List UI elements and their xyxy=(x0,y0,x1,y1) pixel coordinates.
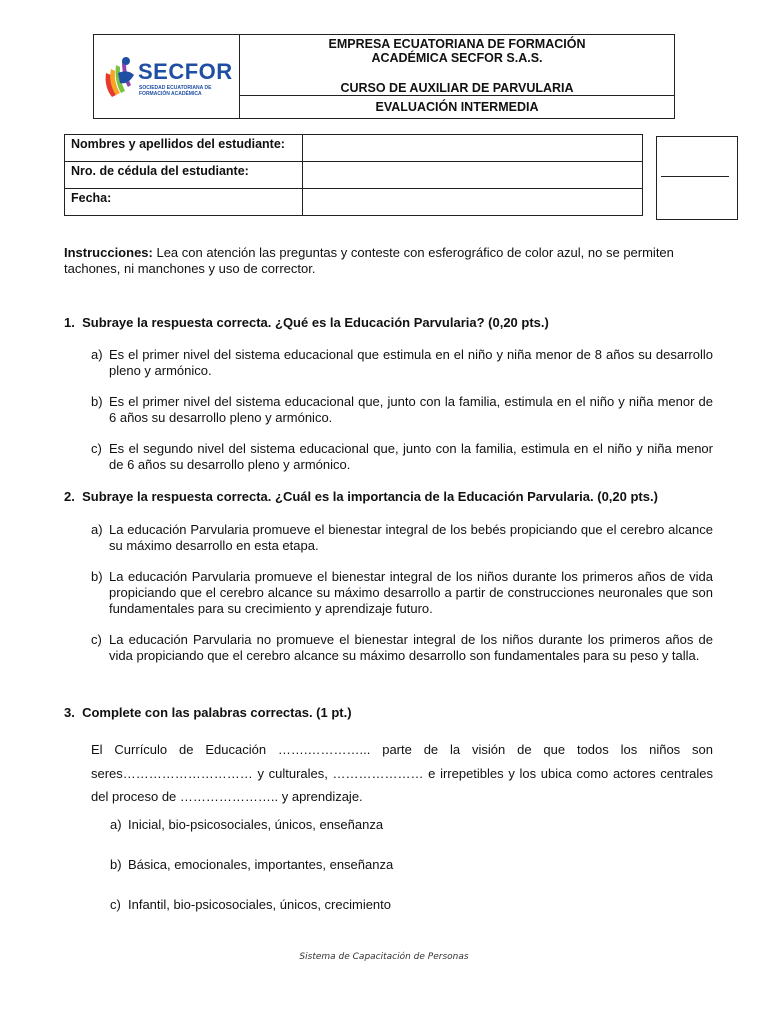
question-3-number: 3. xyxy=(64,705,75,720)
option-text: Infantil, bio-psicosociales, únicos, crecimiento xyxy=(128,897,392,912)
option-letter: b) xyxy=(91,394,103,409)
secfor-logo-icon xyxy=(102,55,138,101)
question-3-text: Complete con las palabras correctas. (1 pt.) xyxy=(82,705,352,720)
instructions-label: Instrucciones: xyxy=(64,245,153,260)
date-field[interactable] xyxy=(303,189,643,216)
question-3 xyxy=(64,705,724,721)
student-name-label: Nombres y apellidos del estudiante: xyxy=(65,135,303,162)
course-title: CURSO DE AUXILIAR DE PARVULARIA xyxy=(340,81,574,95)
option-text: Es el segundo nivel del sistema educacional que, junto con la familia, estimula en el niño y niña menor de 6 años su desarrollo pleno y armónico. xyxy=(109,441,713,472)
q2-option-a[interactable] xyxy=(91,522,713,554)
q3-option-b[interactable] xyxy=(110,857,710,873)
question-2-number: 2. xyxy=(64,489,75,504)
grade-box[interactable] xyxy=(656,136,738,220)
evaluation-title: EVALUACIÓN INTERMEDIA xyxy=(375,100,539,114)
option-letter: c) xyxy=(110,897,121,912)
logo-cell xyxy=(94,35,240,118)
option-text: Es el primer nivel del sistema educacional que estimula en el niño y niña menor de 8 años su desarrollo pleno y armónico. xyxy=(109,347,713,378)
option-letter: c) xyxy=(91,441,102,456)
q2-option-b[interactable] xyxy=(91,569,713,617)
option-letter: c) xyxy=(91,632,102,647)
fill-in-paragraph: El Currículo de Educación …….…………... parte de la visión de que todos los niños son seres………………………… y culturales, ………………… e irrepetibles y los ubica como actores centrales del proceso de ………………….. y aprendizaje. xyxy=(91,742,713,804)
question-1-number: 1. xyxy=(64,315,75,330)
question-1-text: Subraye la respuesta correcta. ¿Qué es la Educación Parvularia? (0,20 pts.) xyxy=(82,315,549,330)
instructions xyxy=(64,245,714,277)
header-divider xyxy=(240,95,674,96)
secfor-logo xyxy=(102,55,232,105)
option-letter: b) xyxy=(91,569,103,584)
option-text: Es el primer nivel del sistema educacional que, junto con la familia, estimula en el niño y niña menor de 6 años su desarrollo pleno y armónico. xyxy=(109,394,713,425)
date-label: Fecha: xyxy=(65,189,303,216)
student-name-field[interactable] xyxy=(303,135,643,162)
q1-option-c[interactable] xyxy=(91,441,713,473)
question-1 xyxy=(64,315,724,331)
student-info-table xyxy=(64,134,643,216)
student-id-label: Nro. de cédula del estudiante: xyxy=(65,162,303,189)
grade-line xyxy=(661,176,729,177)
instructions-text: Lea con atención las preguntas y conteste con esferográfico de color azul, no se permiten tachones, ni manchones y uso de corrector. xyxy=(64,245,674,276)
q3-option-c[interactable] xyxy=(110,897,710,913)
option-text: Básica, emocionales, importantes, enseñanza xyxy=(128,857,394,872)
document-header xyxy=(93,34,675,119)
option-letter: a) xyxy=(91,522,103,537)
logo-subtitle-1: SOCIEDAD ECUATORIANA DE xyxy=(139,85,212,91)
option-letter: a) xyxy=(110,817,122,832)
q3-option-a[interactable] xyxy=(110,817,710,833)
option-letter: b) xyxy=(110,857,122,872)
q2-option-c[interactable] xyxy=(91,632,713,664)
question-2-text: Subraye la respuesta correcta. ¿Cuál es la importancia de la Educación Parvularia. (0,20 pts.) xyxy=(82,489,658,504)
question-2 xyxy=(64,489,744,505)
option-text: La educación Parvularia no promueve el bienestar integral de los niños durante los primeros años de vida propiciando que el cerebro alcance su máximo desarrollo son fundamentales para su peso y talla. xyxy=(109,632,713,663)
option-text: La educación Parvularia promueve el bienestar integral de los niños durante los primeros años de vida propiciando que el cerebro alcance su máximo desarrollo a partir de construcciones neuronales que son fundamentales para su crecimiento y aprendizaje futuro. xyxy=(109,569,713,616)
option-text: La educación Parvularia promueve el bienestar integral de los bebés propiciando que el cerebro alcance su máximo desarrollo en esta etapa. xyxy=(109,522,713,553)
table-row xyxy=(65,189,643,216)
table-row xyxy=(65,162,643,189)
table-row xyxy=(65,135,643,162)
option-text: Inicial, bio-psicosociales, únicos, enseñanza xyxy=(128,817,384,832)
header-title-2: ACADÉMICA SECFOR S.A.S. xyxy=(371,51,543,65)
q1-option-b[interactable] xyxy=(91,394,713,426)
q1-option-a[interactable] xyxy=(91,347,713,379)
header-title-1: EMPRESA ECUATORIANA DE FORMACIÓN xyxy=(328,37,586,51)
student-id-field[interactable] xyxy=(303,162,643,189)
page-footer: Sistema de Capacitación de Personas xyxy=(299,952,469,962)
logo-subtitle-2: FORMACIÓN ACADÉMICA xyxy=(139,91,202,97)
logo-wordmark: SECFOR xyxy=(138,59,233,84)
option-letter: a) xyxy=(91,347,103,362)
